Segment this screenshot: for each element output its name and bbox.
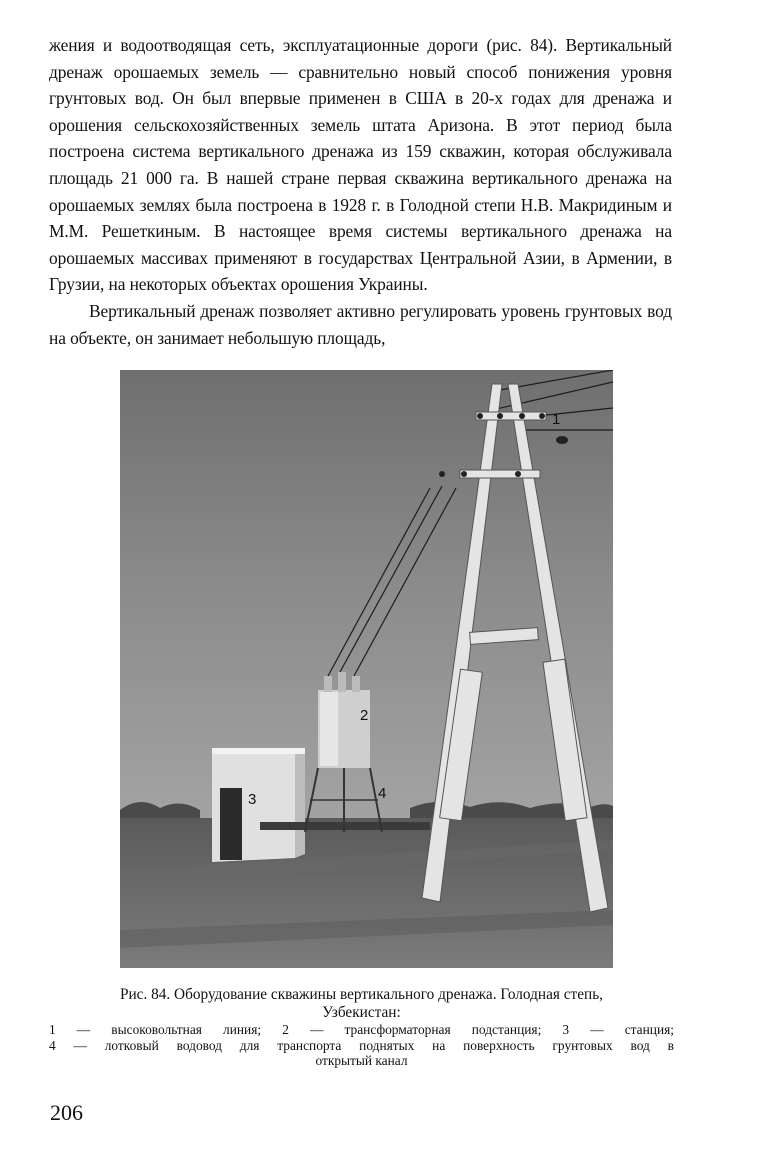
ground [120,818,613,968]
caption-legend-line-3: открытый канал [315,1053,408,1068]
station-door [220,788,242,860]
paragraph-1: жения и водоотводящая сеть, эксплуатационные дороги (рис. 84). Вертикальный дренаж орошаемых земель — сравнительно новый способ понижения уровня грунтовых вод. Он был впервые применен в США в 20-х годах для дренажа и орошения сельскохозяйственных земель штата Аризона. В этот период была построена система вертикального дренажа из 159 скважин, которая обслуживала площадь 21 000 га. В нашей стране первая скважина вертикального дренажа на орошаемых землях была построена в 1928 г. в Голодной степи Н.В. Макридиным и М.М. Решеткиным. В настоящее время системы вертикального дренажа на орошаемых массивах применяют в государствах Центральной Азии, в Армении, в Грузии, на некоторых объектах орошения Украины. [49,35,672,295]
figure-label-4: 4 [378,785,387,802]
figure-label-1: 1 [552,411,561,428]
well-equipment-photo [120,370,613,968]
page-number: 206 [50,1100,83,1125]
caption-legend-line-1: 1 — высоковольтная линия; 2 — трансформаторная подстанция; 3 — станция; [49,1022,674,1037]
figure-label-3: 3 [248,791,257,808]
pump-station-building [212,748,305,862]
caption-legend [49,1022,674,1069]
figure-photo [120,370,613,968]
caption-title-line-2: Узбекистан: [322,1004,401,1021]
caption-legend-line-2: 4 — лотковый водовод для транспорта поднятых на поверхность грунтовых вод в [49,1037,674,1053]
figure-label-2: 2 [360,707,369,724]
figure-caption [49,986,674,1069]
body-text [49,32,672,351]
caption-title-line-1: Рис. 84. Оборудование скважины вертикального дренажа. Голодная степь, [119,986,604,1003]
paragraph-2: Вертикальный дренаж позволяет активно регулировать уровень грунтовых вод на объекте, он занимает небольшую площадь, [49,300,672,348]
